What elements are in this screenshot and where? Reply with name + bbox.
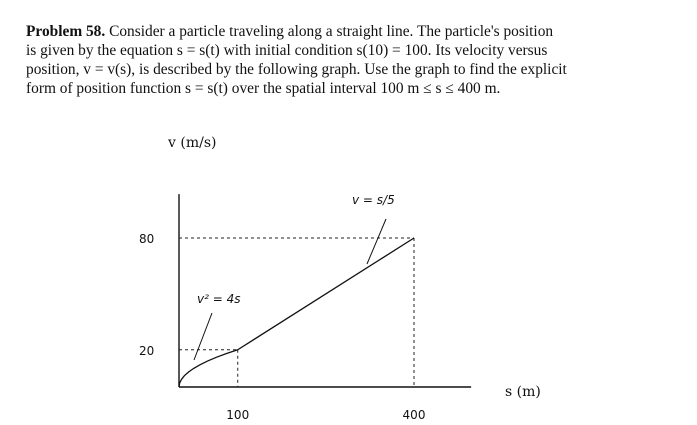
problem-line-4: form of position function s = s(t) over the spatial interval 100 m ≤ s ≤ 400 m.	[26, 80, 501, 97]
x-axis-label: s (m)	[505, 384, 541, 400]
x-tick-label-100: 100	[226, 408, 250, 422]
series-line-1	[238, 238, 414, 350]
annotations	[194, 193, 395, 360]
problem-label: Problem 58.	[26, 23, 106, 40]
annotation-label-1: v = s/5	[352, 193, 395, 207]
y-axis-label: v (m/s)	[168, 135, 217, 151]
series-line-0	[179, 350, 238, 387]
annotation-leader-0	[194, 313, 212, 360]
tick-labels	[139, 232, 425, 422]
series-group	[179, 238, 414, 387]
y-tick-label-20: 20	[139, 343, 155, 358]
annotation-label-0: v² = 4s	[197, 292, 241, 306]
problem-line-3: position, v = v(s), is described by the following graph. Use the graph to find the explicit	[26, 61, 567, 78]
problem-text-1: Consider a particle traveling along a straight line. The particle's position	[109, 23, 554, 40]
x-tick-label-400: 400	[402, 408, 426, 422]
y-tick-label-80: 80	[139, 232, 155, 246]
axes	[179, 194, 471, 387]
problem-line-2: is given by the equation s = s(t) with initial condition s(10) = 100. Its velocity versus	[26, 42, 548, 59]
